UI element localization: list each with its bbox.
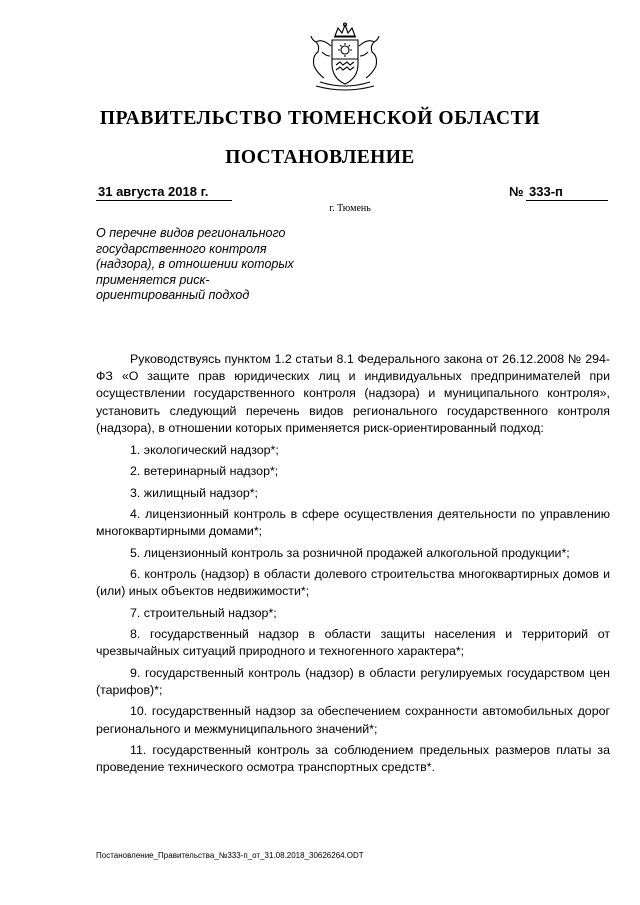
list-item-1: 1. экологический надзор*; — [130, 443, 279, 458]
intro-paragraph: Руководствуясь пунктом 1.2 статьи 8.1 Федерального закона от 26.12.2008 № 294-ФЗ «О защите прав юридических лиц и индивидуальных предпринимателей при осуществлении государственного контроля (надзора) и муниципального контроля», установить следующий перечень видов регионального государственного контроля (надзора), в отношении которых применяется риск-ориентированный подход: — [96, 352, 610, 435]
document-date: 31 августа 2018 г. — [98, 184, 209, 199]
document-type: ПОСТАНОВЛЕНИЕ — [225, 147, 415, 168]
city-label: г. Тюмень — [329, 203, 371, 214]
list-item-8: 8. государственный надзор в области защиты населения и территорий от чрезвычайных ситуаций природного и техногенного характера*; — [96, 627, 610, 659]
list-item-6: 6. контроль (надзор) в области долевого строительства многоквартирных домов и (или) иных объектов недвижимости*; — [96, 567, 610, 599]
list-item-9: 9. государственный контроль (надзор) в области регулируемых государством цен (тарифов)*; — [96, 665, 610, 697]
list-item-10: 10. государственный надзор за обеспечением сохранности автомобильных дорог регионального и межмуниципального значений*; — [96, 704, 610, 736]
file-name-footer: Постановление_Правительства_№333-п_от_31.08.2018_30626264.ODT — [96, 851, 364, 860]
document-number: 333-п — [529, 184, 563, 199]
document-body — [96, 351, 610, 781]
number-underline — [526, 200, 608, 201]
list-item-3: 3. жилищный надзор*; — [130, 485, 258, 500]
list-item-5: 5. лицензионный контроль за розничной продажей алкогольной продукции*; — [130, 545, 570, 560]
tyumen-coat-of-arms-icon — [302, 22, 388, 96]
document-subject: О перечне видов регионального государственного контроля (надзора), в отношении которых применяется риск-ориентированный подход — [96, 226, 294, 302]
list-item-4: 4. лицензионный контроль в сфере осуществления деятельности по управлению многоквартирными домами*; — [96, 507, 610, 539]
list-item-11: 11. государственный контроль за соблюдением предельных размеров платы за проведение технического осмотра транспортных средств*. — [96, 742, 610, 775]
list-item-2: 2. ветеринарный надзор*; — [130, 464, 279, 479]
government-title: ПРАВИТЕЛЬСТВО ТЮМЕНСКОЙ ОБЛАСТИ — [99, 108, 541, 129]
list-item-7: 7. строительный надзор*; — [130, 605, 277, 620]
number-sign: № — [509, 184, 524, 199]
date-underline — [96, 200, 232, 201]
